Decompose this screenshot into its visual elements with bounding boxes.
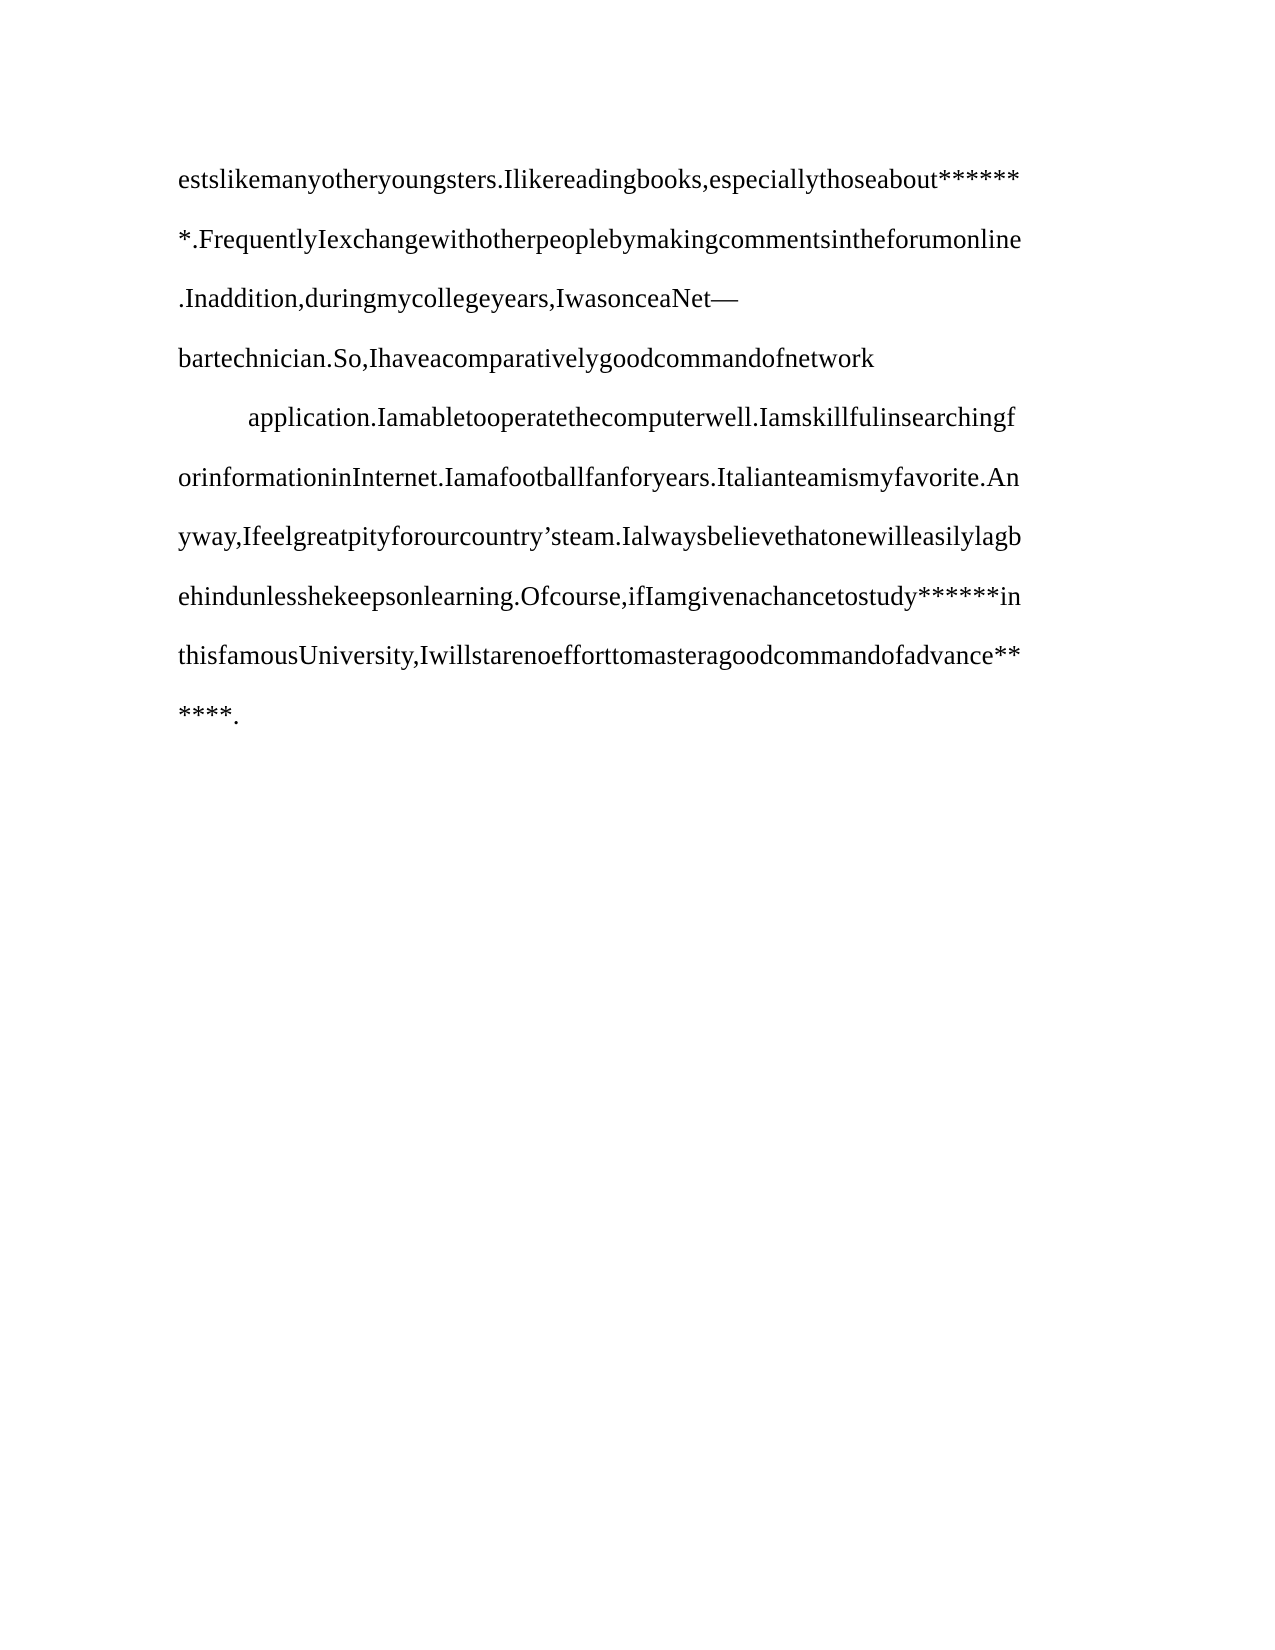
- text-line: ehindunlesshekeepsonlearning.Ofcourse,ifIamgivenachancetostudy******in: [178, 580, 1022, 611]
- text-line: estslikemanyotheryoungsters.Ilikereadingbooks,especiallythoseabout******: [178, 164, 1021, 194]
- text-line-paragraph-indent: application.Iamabletooperatethecomputerwell.Iamskillfulinsearchingf: [248, 402, 1016, 432]
- text-line: .Inaddition,duringmycollegeyears,IwasonceaNet—: [178, 283, 739, 313]
- text-line: ****.: [178, 699, 240, 730]
- essay-text-block: [178, 150, 1058, 745]
- text-line: yway,Ifeelgreatpityforourcountry’steam.Ialwaysbelievethatonewilleasilylagb: [178, 521, 1022, 551]
- text-line: thisfamousUniversity,Iwillstarenoefforttomasteragoodcommandofadvance**: [178, 640, 1022, 670]
- text-line: orinformationinInternet.Iamafootballfanforyears.Italianteamismyfavorite.An: [178, 461, 1020, 492]
- text-line: *.FrequentlyIexchangewithotherpeoplebymakingcommentsintheforumonline: [178, 223, 1022, 254]
- text-line: bartechnician.So,Ihaveacomparativelygoodcommandofnetwork: [178, 342, 875, 373]
